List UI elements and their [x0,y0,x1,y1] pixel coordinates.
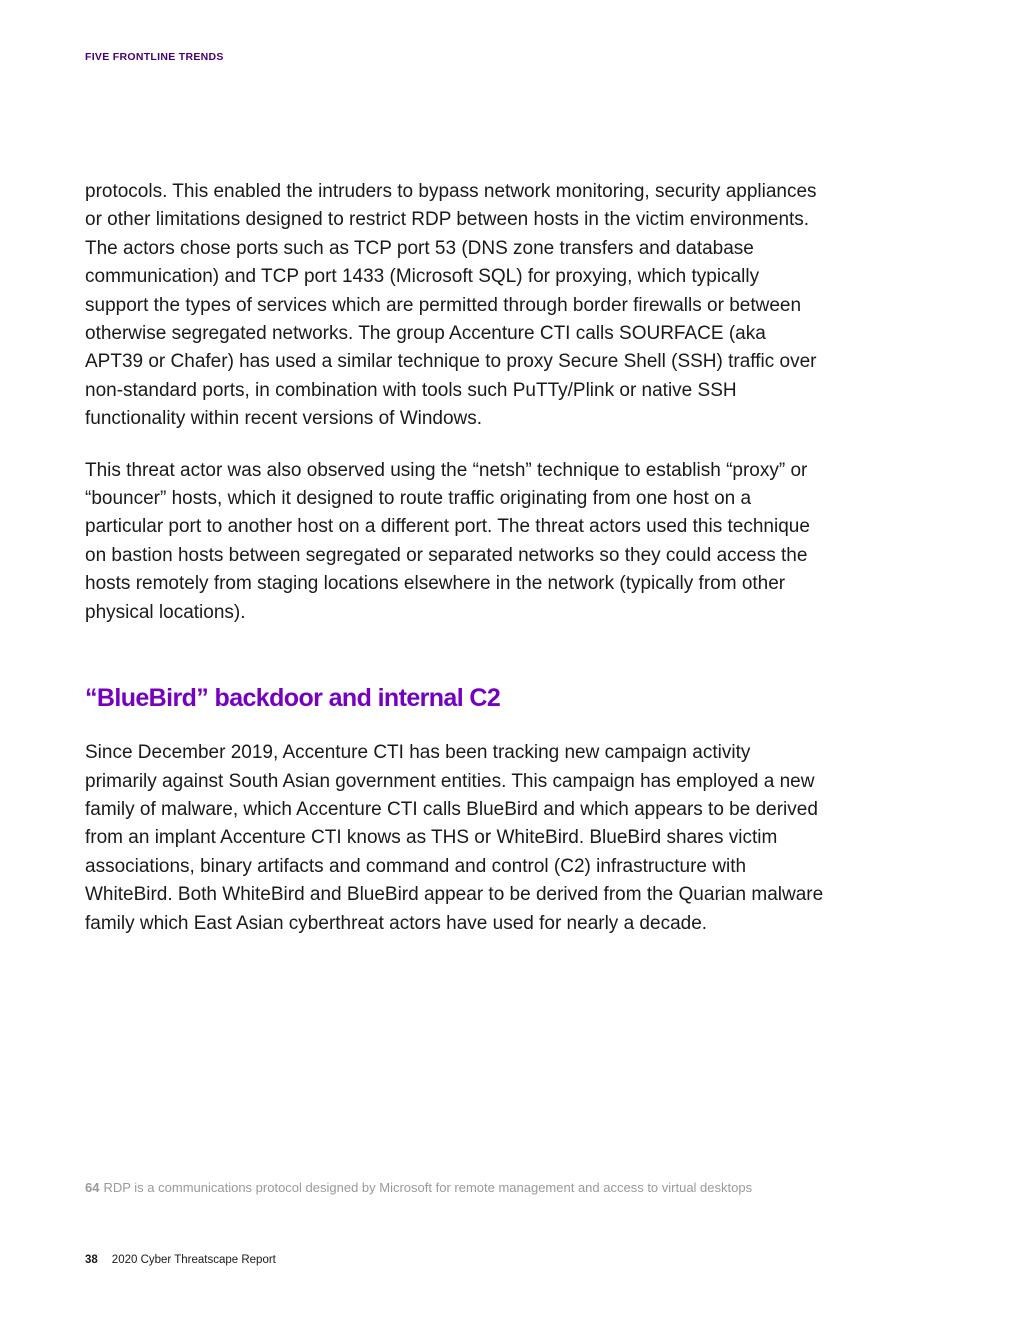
footnote-text: RDP is a communications protocol designed by Microsoft for remote management and access to virtual desktops [103,1180,753,1195]
section-heading: “BlueBird” backdoor and internal C2 [85,684,501,713]
footnote-number: 64 [85,1180,100,1195]
footnote [85,1180,752,1195]
main-content [85,178,825,938]
section-label: FIVE FRONTLINE TRENDS [85,51,224,63]
body-paragraph-2: This threat actor was also observed using the “netsh” technique to establish “proxy” or “bouncer” hosts, which it designed to route traffic originating from one host on a particular port to another host on a different port. The threat actors used this technique on bastion hosts between segregated or separated networks so they could access the hosts remotely from staging locations elsewhere in the network (typically from other physical locations). [85,459,810,623]
page-number: 38 [85,1254,98,1266]
report-title: 2020 Cyber Threatscape Report [111,1254,276,1266]
body-paragraph-3: Since December 2019, Accenture CTI has been tracking new campaign activity primarily against South Asian government entities. This campaign has employed a new family of malware, which Accenture CTI calls BlueBird and which appears to be derived from an implant Accenture CTI knows as THS or WhiteBird. BlueBird shares victim associations, binary artifacts and command and control (C2) infrastructure with WhiteBird. Both WhiteBird and BlueBird appear to be derived from the Quarian malware family which East Asian cyberthreat actors have used for nearly a decade. [85,742,824,934]
body-paragraph-1: protocols. This enabled the intruders to bypass network monitoring, security appliances or other limitations designed to restrict RDP between hosts in the victim environments. The actors chose ports such as TCP port 53 (DNS zone transfers and database communication) and TCP port 1433 (Microsoft SQL) for proxying, which typically support the types of services which are permitted through border firewalls or between otherwise segregated networks. The group Accenture CTI calls SOURFACE (aka APT39 or Chafer) has used a similar technique to proxy Secure Shell (SSH) traffic over non-standard ports, in combination with tools such PuTTy/Plink or native SSH functionality within recent versions of Windows. [85,181,817,430]
page-footer [85,1254,276,1266]
